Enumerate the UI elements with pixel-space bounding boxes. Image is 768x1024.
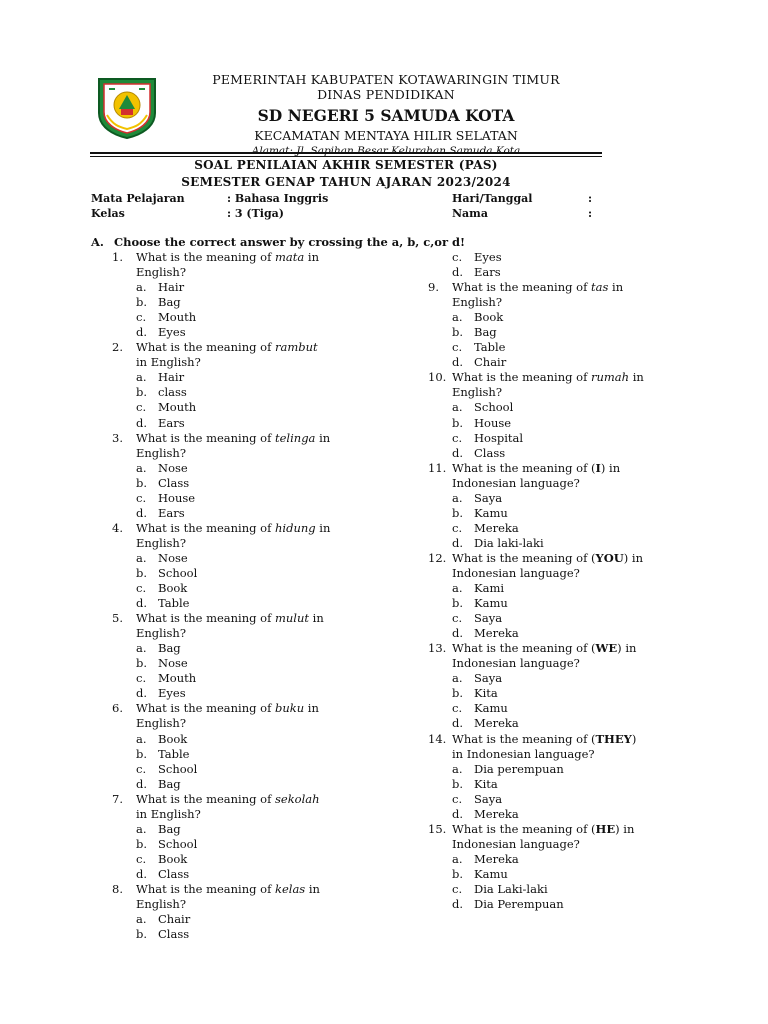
question-item bbox=[428, 461, 728, 551]
questions-column-right bbox=[428, 250, 728, 912]
answer-option[interactable] bbox=[452, 671, 728, 686]
exam-subtitle: SEMESTER GENAP TAHUN AJARAN 2023/2024 bbox=[181, 175, 511, 189]
answer-option[interactable] bbox=[452, 686, 728, 701]
option-letter: c. bbox=[136, 400, 147, 415]
option-text: House bbox=[158, 490, 196, 505]
answer-option[interactable] bbox=[452, 611, 728, 626]
option-letter: a. bbox=[136, 280, 147, 295]
option-text: Saya bbox=[474, 791, 503, 806]
answer-option[interactable] bbox=[452, 626, 728, 641]
option-letter: a. bbox=[136, 731, 147, 746]
option-text: Bag bbox=[474, 325, 497, 340]
answer-options bbox=[452, 400, 728, 460]
option-letter: a. bbox=[452, 671, 463, 686]
answer-option[interactable] bbox=[452, 716, 728, 731]
option-letter: a. bbox=[136, 641, 147, 656]
answer-option[interactable] bbox=[452, 416, 728, 431]
question-keyword: HE bbox=[595, 821, 616, 836]
option-text: class bbox=[158, 385, 187, 400]
question-number: 9. bbox=[428, 280, 439, 295]
option-text: School bbox=[474, 400, 514, 415]
option-text: Mereka bbox=[474, 806, 519, 821]
answer-options bbox=[136, 370, 412, 430]
date-value: : bbox=[588, 192, 593, 205]
option-letter: b. bbox=[452, 505, 464, 520]
answer-option[interactable] bbox=[136, 461, 412, 476]
department-name: DINAS PENDIDIKAN bbox=[317, 87, 455, 102]
option-letter: b. bbox=[452, 866, 464, 881]
question-number: 7. bbox=[112, 791, 123, 806]
question-keyword: sekolah bbox=[275, 791, 320, 806]
answer-option[interactable] bbox=[136, 310, 412, 325]
answer-option[interactable] bbox=[452, 265, 728, 280]
option-letter: b. bbox=[452, 415, 464, 430]
exam-title: SOAL PENILAIAN AKHIR SEMESTER (PAS) bbox=[194, 158, 498, 172]
question-text-line2: English? bbox=[136, 626, 186, 641]
answer-option[interactable] bbox=[452, 897, 728, 912]
option-text: Nose bbox=[158, 656, 188, 671]
answer-option[interactable] bbox=[452, 250, 728, 265]
question-text-line2: English? bbox=[136, 445, 186, 460]
answer-option[interactable] bbox=[136, 686, 412, 701]
answer-option[interactable] bbox=[452, 882, 728, 897]
option-letter: d. bbox=[136, 325, 148, 340]
option-letter: c. bbox=[452, 881, 463, 896]
answer-option[interactable] bbox=[452, 581, 728, 596]
option-text: Kamu bbox=[474, 866, 508, 881]
answer-option[interactable] bbox=[452, 355, 728, 370]
option-text: Ears bbox=[474, 265, 501, 280]
answer-option[interactable] bbox=[452, 340, 728, 355]
question-text-line2: English? bbox=[136, 897, 186, 912]
answer-option[interactable] bbox=[452, 325, 728, 340]
subject-label: Mata Pelajaran bbox=[91, 192, 185, 205]
question-item bbox=[428, 732, 728, 822]
option-text: Hospital bbox=[474, 430, 524, 445]
option-letter: d. bbox=[452, 626, 464, 641]
question-number: 2. bbox=[112, 340, 123, 355]
question-item bbox=[428, 641, 728, 731]
option-letter: b. bbox=[452, 596, 464, 611]
answer-option[interactable] bbox=[136, 671, 412, 686]
option-text: Nose bbox=[158, 550, 188, 565]
answer-options bbox=[136, 461, 412, 521]
name-value: : bbox=[588, 207, 593, 220]
question-text-line2: in Indonesian language? bbox=[452, 746, 595, 761]
instruction-text: Choose the correct answer by crossing the a, b, c,or d! bbox=[113, 235, 466, 249]
option-letter: b. bbox=[452, 686, 464, 701]
header-divider-thick bbox=[90, 152, 602, 154]
answer-option[interactable] bbox=[452, 491, 728, 506]
question-number: 1. bbox=[112, 250, 123, 264]
option-text: Book bbox=[158, 581, 188, 596]
question-item bbox=[112, 521, 412, 611]
answer-option[interactable] bbox=[452, 867, 728, 882]
option-text: Saya bbox=[474, 671, 503, 686]
question-item bbox=[112, 250, 412, 340]
question-text-line2: English? bbox=[136, 265, 186, 280]
option-letter: b. bbox=[136, 475, 148, 490]
option-text: School bbox=[158, 565, 198, 580]
option-letter: c. bbox=[136, 671, 147, 686]
question-keyword: rambut bbox=[275, 340, 318, 355]
answer-option[interactable] bbox=[136, 732, 412, 747]
option-text: Mouth bbox=[158, 310, 197, 325]
answer-options bbox=[452, 581, 728, 641]
option-letter: d. bbox=[136, 596, 148, 611]
question-number: 13. bbox=[428, 641, 447, 656]
option-text: Mouth bbox=[158, 400, 197, 415]
answer-option[interactable] bbox=[136, 295, 412, 310]
answer-options bbox=[136, 732, 412, 792]
question-text: What is the meaning of (HE) in bbox=[452, 821, 635, 836]
option-text: Mouth bbox=[158, 671, 197, 686]
answer-option[interactable] bbox=[452, 596, 728, 611]
answer-option[interactable] bbox=[136, 416, 412, 431]
option-letter: c. bbox=[452, 611, 463, 626]
option-letter: b. bbox=[136, 565, 148, 580]
district-name: KECAMATAN MENTAYA HILIR SELATAN bbox=[254, 128, 518, 143]
answer-option[interactable] bbox=[136, 370, 412, 385]
question-text: What is the meaning of rambut bbox=[136, 340, 318, 355]
option-letter: b. bbox=[452, 325, 464, 340]
question-number: 15. bbox=[428, 821, 447, 836]
government-name: PEMERINTAH KABUPATEN KOTAWARINGIN TIMUR bbox=[212, 72, 560, 87]
option-letter: c. bbox=[452, 430, 463, 445]
option-text: Nose bbox=[158, 460, 188, 475]
option-letter: d. bbox=[452, 355, 464, 370]
option-letter: d. bbox=[136, 866, 148, 881]
option-letter: c. bbox=[452, 340, 463, 355]
option-letter: b. bbox=[136, 746, 148, 761]
answer-option[interactable] bbox=[136, 325, 412, 340]
question-item bbox=[428, 280, 728, 370]
option-letter: b. bbox=[452, 776, 464, 791]
option-letter: b. bbox=[136, 385, 148, 400]
question-number: 10. bbox=[428, 370, 447, 385]
option-letter: b. bbox=[136, 295, 148, 310]
subject-value: : Bahasa Inggris bbox=[227, 192, 329, 205]
answer-options bbox=[452, 491, 728, 551]
question-number: 6. bbox=[112, 701, 123, 716]
option-letter: c. bbox=[136, 581, 147, 596]
answer-option[interactable] bbox=[136, 491, 412, 506]
option-text: Mereka bbox=[474, 626, 519, 641]
answer-options bbox=[136, 551, 412, 611]
section-letter: A. bbox=[91, 235, 104, 249]
question-number: 8. bbox=[112, 881, 123, 896]
option-text: Dia Laki-laki bbox=[474, 881, 548, 896]
answer-option[interactable] bbox=[136, 551, 412, 566]
answer-option[interactable] bbox=[136, 912, 412, 927]
option-letter: d. bbox=[452, 445, 464, 460]
option-letter: d. bbox=[452, 716, 464, 731]
question-text-line2: English? bbox=[136, 716, 186, 731]
option-text: Dia laki-laki bbox=[474, 535, 544, 550]
option-letter: a. bbox=[452, 581, 463, 596]
question-number: 4. bbox=[112, 520, 123, 535]
question-text: What is the meaning of telinga in bbox=[136, 430, 331, 445]
question-number: 14. bbox=[428, 731, 447, 746]
option-text: Chair bbox=[474, 355, 507, 370]
option-text: Dia Perempuan bbox=[474, 897, 564, 912]
option-letter: d. bbox=[136, 505, 148, 520]
question-text-line2: in English? bbox=[136, 355, 201, 370]
option-letter: d. bbox=[452, 535, 464, 550]
option-text: Ears bbox=[158, 415, 185, 430]
question-keyword: rumah bbox=[591, 370, 630, 385]
question-text: What is the meaning of hidung in bbox=[136, 520, 331, 535]
option-letter: c. bbox=[136, 310, 147, 325]
answer-options bbox=[452, 762, 728, 822]
answer-option[interactable] bbox=[452, 506, 728, 521]
question-text: What is the meaning of mulut in bbox=[136, 611, 324, 626]
answer-option[interactable] bbox=[452, 446, 728, 461]
question-keyword: mata bbox=[275, 250, 305, 264]
answer-option[interactable] bbox=[136, 596, 412, 611]
answer-option[interactable] bbox=[136, 400, 412, 415]
option-text: Table bbox=[158, 746, 190, 761]
option-text: Bag bbox=[158, 641, 181, 656]
answer-option[interactable] bbox=[136, 566, 412, 581]
question-keyword: telinga bbox=[275, 430, 316, 445]
option-text: House bbox=[474, 415, 512, 430]
option-text: Chair bbox=[158, 912, 191, 927]
answer-option[interactable] bbox=[452, 701, 728, 716]
option-text: Dia perempuan bbox=[474, 761, 564, 776]
question-text-line2: in English? bbox=[136, 806, 201, 821]
answer-option[interactable] bbox=[136, 581, 412, 596]
option-text: Class bbox=[158, 475, 190, 490]
date-label: Hari/Tanggal bbox=[452, 192, 533, 205]
class-value: : 3 (Tiga) bbox=[227, 207, 284, 220]
option-text: Table bbox=[158, 596, 190, 611]
question-text-line2: Indonesian language? bbox=[452, 475, 580, 490]
answer-options bbox=[452, 852, 728, 912]
option-text: Kami bbox=[474, 581, 505, 596]
answer-options bbox=[136, 280, 412, 340]
question-text-line2: Indonesian language? bbox=[452, 836, 580, 851]
question-keyword: tas bbox=[591, 280, 609, 295]
question-text: What is the meaning of (WE) in bbox=[452, 641, 637, 656]
option-text: Book bbox=[158, 731, 188, 746]
answer-option[interactable] bbox=[136, 762, 412, 777]
question-text: What is the meaning of rumah in bbox=[452, 370, 644, 385]
question-text-line2: English? bbox=[136, 535, 186, 550]
question-text: What is the meaning of kelas in bbox=[136, 881, 320, 896]
class-label: Kelas bbox=[91, 207, 125, 220]
option-text: Eyes bbox=[158, 325, 186, 340]
answer-option[interactable] bbox=[452, 521, 728, 536]
answer-options bbox=[452, 671, 728, 731]
option-letter: d. bbox=[452, 806, 464, 821]
answer-option[interactable] bbox=[136, 280, 412, 295]
answer-option[interactable] bbox=[136, 822, 412, 837]
option-text: Hair bbox=[158, 280, 185, 295]
question-item bbox=[112, 701, 412, 791]
option-text: Bag bbox=[158, 821, 181, 836]
question-item bbox=[428, 370, 728, 460]
answer-option[interactable] bbox=[452, 792, 728, 807]
option-letter: c. bbox=[452, 701, 463, 716]
answer-option[interactable] bbox=[452, 762, 728, 777]
option-text: Bag bbox=[158, 776, 181, 791]
letterhead bbox=[170, 72, 602, 158]
option-text: Kita bbox=[474, 776, 498, 791]
question-keyword: THEY bbox=[595, 731, 632, 746]
questions-column-left bbox=[112, 250, 412, 942]
option-letter: a. bbox=[452, 310, 463, 325]
option-letter: c. bbox=[136, 851, 147, 866]
question-text: What is the meaning of (THEY) bbox=[452, 731, 637, 746]
option-text: Hair bbox=[158, 370, 185, 385]
question-keyword: WE bbox=[595, 641, 618, 656]
option-letter: c. bbox=[452, 520, 463, 535]
question-text-line2: English? bbox=[452, 385, 502, 400]
option-letter: d. bbox=[452, 265, 464, 280]
question-text: What is the meaning of (I) in bbox=[452, 460, 621, 475]
option-text: Kamu bbox=[474, 701, 508, 716]
option-letter: a. bbox=[136, 460, 147, 475]
answer-options bbox=[136, 641, 412, 701]
question-item bbox=[112, 431, 412, 521]
answer-options bbox=[452, 250, 728, 280]
question-keyword: kelas bbox=[275, 881, 306, 896]
option-letter: a. bbox=[452, 761, 463, 776]
option-text: Mereka bbox=[474, 520, 519, 535]
question-keyword: YOU bbox=[595, 550, 624, 565]
option-text: Book bbox=[158, 851, 188, 866]
question-item bbox=[112, 792, 412, 882]
question-keyword: hidung bbox=[275, 520, 316, 535]
answer-options bbox=[136, 912, 412, 942]
answer-option[interactable] bbox=[452, 310, 728, 325]
question-text-line2: English? bbox=[452, 295, 502, 310]
option-text: Saya bbox=[474, 611, 503, 626]
option-letter: b. bbox=[136, 836, 148, 851]
option-letter: d. bbox=[136, 415, 148, 430]
option-text: School bbox=[158, 761, 198, 776]
question-item bbox=[112, 882, 412, 942]
option-text: Kita bbox=[474, 686, 498, 701]
option-letter: d. bbox=[452, 897, 464, 912]
option-letter: a. bbox=[452, 851, 463, 866]
section-instruction bbox=[91, 234, 465, 250]
option-text: Book bbox=[474, 310, 504, 325]
answer-option[interactable] bbox=[452, 777, 728, 792]
answer-option[interactable] bbox=[452, 852, 728, 867]
answer-option[interactable] bbox=[136, 867, 412, 882]
question-number: 11. bbox=[428, 460, 447, 475]
option-text: Bag bbox=[158, 295, 181, 310]
option-text: Kamu bbox=[474, 596, 508, 611]
option-text: Eyes bbox=[158, 686, 186, 701]
option-text: Class bbox=[474, 445, 506, 460]
option-letter: c. bbox=[136, 761, 147, 776]
question-keyword: mulut bbox=[275, 611, 310, 626]
option-letter: c. bbox=[452, 250, 463, 264]
option-letter: d. bbox=[136, 776, 148, 791]
name-label: Nama bbox=[452, 207, 488, 220]
answer-option[interactable] bbox=[452, 807, 728, 822]
option-letter: c. bbox=[136, 490, 147, 505]
question-number: 5. bbox=[112, 611, 123, 626]
answer-option[interactable] bbox=[136, 837, 412, 852]
regency-emblem-icon bbox=[93, 75, 161, 139]
answer-option[interactable] bbox=[136, 506, 412, 521]
question-text: What is the meaning of sekolah bbox=[136, 791, 320, 806]
question-text-line2: Indonesian language? bbox=[452, 656, 580, 671]
option-letter: a. bbox=[452, 490, 463, 505]
answer-option[interactable] bbox=[136, 476, 412, 491]
answer-option[interactable] bbox=[452, 536, 728, 551]
answer-option[interactable] bbox=[452, 431, 728, 446]
question-keyword: I bbox=[595, 460, 601, 475]
question-item bbox=[428, 250, 728, 280]
option-letter: c. bbox=[452, 791, 463, 806]
option-text: Table bbox=[474, 340, 506, 355]
answer-option[interactable] bbox=[136, 927, 412, 942]
question-number: 12. bbox=[428, 550, 447, 565]
answer-option[interactable] bbox=[136, 747, 412, 762]
option-text: Class bbox=[158, 927, 190, 942]
question-number: 3. bbox=[112, 430, 123, 445]
option-letter: a. bbox=[136, 912, 147, 927]
question-text: What is the meaning of (YOU) in bbox=[452, 550, 643, 565]
option-text: Saya bbox=[474, 490, 503, 505]
option-text: Mereka bbox=[474, 851, 519, 866]
answer-options bbox=[136, 822, 412, 882]
answer-options bbox=[452, 310, 728, 370]
option-letter: d. bbox=[136, 686, 148, 701]
school-address: Alamat: Jl. Sapihan Besar Kelurahan Samuda Kota bbox=[251, 145, 521, 157]
option-text: Kamu bbox=[474, 505, 508, 520]
school-name: SD NEGERI 5 SAMUDA KOTA bbox=[257, 106, 515, 125]
question-keyword: buku bbox=[275, 701, 305, 716]
option-letter: a. bbox=[452, 400, 463, 415]
option-letter: b. bbox=[136, 927, 148, 942]
option-text: Eyes bbox=[474, 250, 502, 264]
question-text-line2: Indonesian language? bbox=[452, 565, 580, 580]
answer-option[interactable] bbox=[136, 656, 412, 671]
question-item bbox=[112, 340, 412, 430]
option-letter: a. bbox=[136, 550, 147, 565]
option-letter: a. bbox=[136, 821, 147, 836]
answer-option[interactable] bbox=[136, 641, 412, 656]
answer-option[interactable] bbox=[136, 852, 412, 867]
answer-option[interactable] bbox=[452, 400, 728, 415]
question-item bbox=[428, 822, 728, 912]
question-text: What is the meaning of mata in bbox=[136, 250, 319, 264]
answer-option[interactable] bbox=[136, 777, 412, 792]
option-letter: b. bbox=[136, 656, 148, 671]
question-item bbox=[428, 551, 728, 641]
question-text: What is the meaning of tas in bbox=[452, 280, 624, 295]
question-item bbox=[112, 611, 412, 701]
option-text: School bbox=[158, 836, 198, 851]
answer-option[interactable] bbox=[136, 385, 412, 400]
option-text: Mereka bbox=[474, 716, 519, 731]
question-text: What is the meaning of buku in bbox=[136, 701, 319, 716]
option-text: Ears bbox=[158, 505, 185, 520]
option-text: Class bbox=[158, 866, 190, 881]
option-letter: a. bbox=[136, 370, 147, 385]
